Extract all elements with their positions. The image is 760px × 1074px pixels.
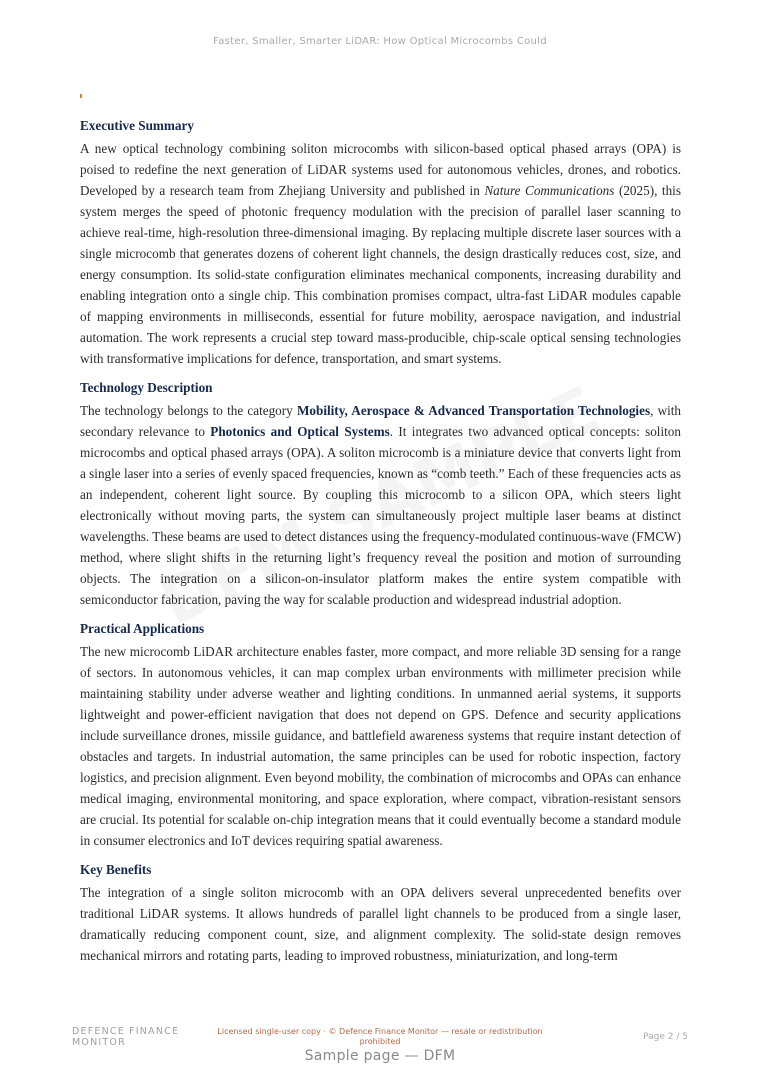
running-header: Faster, Smaller, Smarter LiDAR: How Optical Microcombs Could [213, 36, 547, 47]
category-secondary: Photonics and Optical Systems [210, 424, 390, 439]
journal-name: Nature Communications [484, 183, 615, 198]
footer-brand-line: MONITOR [72, 1037, 126, 1048]
paragraph: The new microcomb LiDAR architecture enables faster, more compact, and more reliable 3D sensing for a range of sectors. In autonomous vehicles, it can map complex urban environments with millimeter precision while maintaining stability under adverse weather and lighting conditions. In unmanned aerial systems, it supports lightweight and power-efficient navigation that does not depend on GPS. Defence and security applications include surveillance drones, missile guidance, and battlefield awareness systems that require instant detection of obstacles and targets. In industrial automation, the same principles can be used for robotic inspection, factory logistics, and precision alignment. Even beyond mobility, the combination of microcombs and OPAs can enhance medical imaging, environmental monitoring, and space exploration, where compact, vibration-resistant sensors are crucial. Its potential for scalable on-chip integration means that it could eventually become a standard module in consumer electronics and IoT devices requiring spatial awareness. [80, 644, 681, 848]
footer-brand [72, 1026, 212, 1048]
footer-brand-line: DEFENCE FINANCE [72, 1026, 180, 1037]
section-executive-summary [80, 117, 681, 369]
section-heading: Executive Summary [80, 118, 194, 133]
page-number: Page 2 / 5 [643, 1032, 688, 1042]
section-practical-applications [80, 620, 681, 851]
section-heading: Key Benefits [80, 862, 152, 877]
section-key-benefits [80, 861, 681, 966]
category-primary: Mobility, Aerospace & Advanced Transportation Technologies [296, 403, 651, 418]
sample-page-label: Sample page — DFM [304, 1048, 456, 1064]
license-notice: Licensed single-user copy · © Defence Finance Monitor — resale or redistribution prohibited [217, 1027, 543, 1046]
paragraph: The integration of a single soliton microcomb with an OPA delivers several unprecedented benefits over traditional LiDAR systems. It allows hundreds of parallel light channels to be produced from a single laser, dramatically reducing component count, size, and alignment complexity. The solid-state design removes mechanical mirrors and rotating parts, leading to improved robustness, miniaturization, and long-term [80, 885, 681, 963]
section-technology-description [80, 379, 681, 610]
document-body [80, 117, 681, 976]
section-heading: Practical Applications [80, 621, 205, 636]
paragraph: The technology belongs to the category Mobility, Aerospace & Advanced Transportation Technologies, with secondary relevance to Photonics and Optical Systems. It integrates two advanced optical concepts: soliton microcombs and optical phased arrays (OPA). A soliton microcomb is a miniature device that converts light from a single laser into a series of evenly spaced frequencies, known as “comb teeth.” Each of these frequencies acts as an independent, coherent light source. By coupling this microcomb to a silicon OPA, which steers light electronically without moving parts, the system can simultaneously project multiple laser beams at distinct wavelengths. These beams are used to detect distances using the frequency-modulated continuous-wave (FMCW) method, where slight shifts in the returning light’s frequency reveal the position and motion of surrounding objects. The integration on a silicon-on-insulator platform makes the entire system compatible with semiconductor fabrication, paving the way for scalable production and widespread industrial adoption. [80, 403, 682, 607]
accent-mark [80, 94, 82, 98]
section-heading: Technology Description [80, 380, 213, 395]
paragraph: A new optical technology combining soliton microcombs with silicon-based optical phased arrays (OPA) is poised to redefine the next generation of LiDAR systems used for autonomous vehicles, drones, and robotics. Developed by a research team from Zhejiang University and published in Nature Communications (2025), this system merges the speed of photonic frequency modulation with the precision of parallel laser scanning to achieve real-time, high-resolution three-dimensional imaging. By replacing multiple discrete laser sources with a single microcomb that generates dozens of coherent light channels, the design drastically reduces cost, size, and energy consumption. Its solid-state configuration eliminates mechanical components, increasing durability and enabling integration onto a single chip. This combination promises compact, ultra-fast LiDAR modules capable of mapping environments in milliseconds, essential for future mobility, aerospace navigation, and industrial automation. The work represents a crucial step toward mass-producible, chip-scale optical sensing technologies with transformative implications for defence, transportation, and smart systems. [80, 141, 681, 366]
